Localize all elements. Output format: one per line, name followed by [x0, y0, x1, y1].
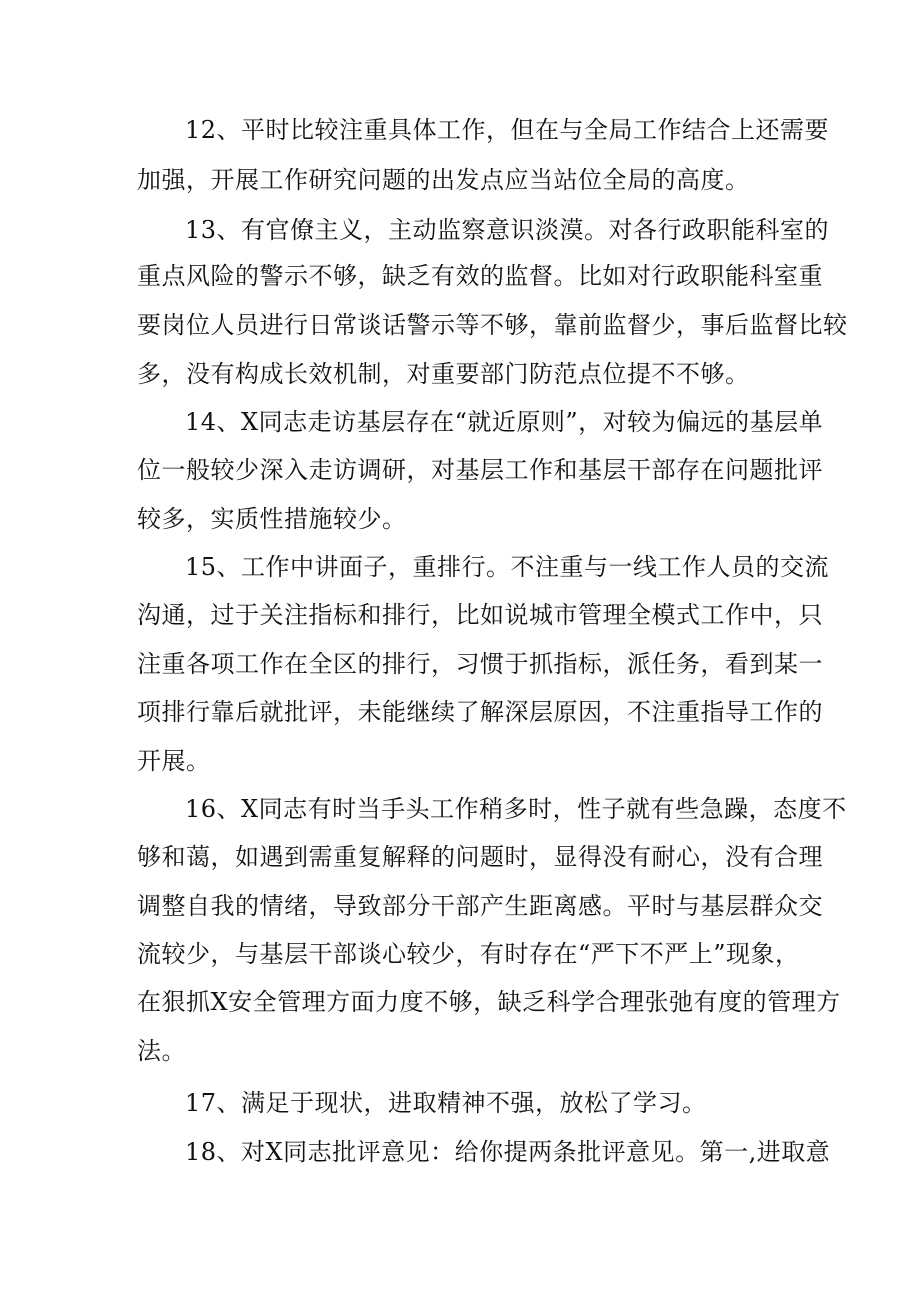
text-line: 位一般较少深入走访调研，对基层工作和基层干部存在问题批评: [137, 456, 823, 484]
text-line: 18、对X同志批评意见：给你提两条批评意见。第一,进取意: [185, 1138, 831, 1166]
text-line: 17、满足于现状，进取精神不强，放松了学习。: [185, 1089, 707, 1117]
text-line: 16、X同志有时当手头工作稍多时，性子就有些急躁，态度不: [185, 795, 847, 823]
text-line: 在狠抓X安全管理方面力度不够，缺乏科学合理张弛有度的管理方: [137, 988, 841, 1016]
text-line: 够和蔼，如遇到需重复解释的问题时，显得没有耐心，没有合理: [137, 843, 823, 871]
text-line: 法。: [137, 1037, 186, 1065]
text-line: 项排行靠后就批评，未能继续了解深层原因，不注重指导工作的: [137, 698, 823, 726]
text-line: 加强，开展工作研究问题的出发点应当站位全局的高度。: [137, 166, 750, 194]
text-line: 重点风险的警示不够，缺乏有效的监督。比如对行政职能科室重: [137, 262, 823, 290]
text-line: 13、有官僚主义，主动监察意识淡漠。对各行政职能科室的: [185, 216, 830, 244]
text-line: 调整自我的情绪，导致部分干部产生距离感。平时与基层群众交: [137, 892, 823, 920]
text-line: 沟通，过于关注指标和排行，比如说城市管理全模式工作中，只: [137, 601, 823, 629]
text-line: 流较少，与基层干部谈心较少，有时存在“严下不严上”现象，: [137, 940, 800, 968]
text-line: 较多，实质性措施较少。: [137, 505, 407, 533]
text-line: 要岗位人员进行日常谈话警示等不够，靠前监督少，事后监督比较: [137, 311, 848, 339]
text-line: 注重各项工作在全区的排行，习惯于抓指标，派任务，看到某一: [137, 650, 823, 678]
text-line: 14、X同志走访基层存在“就近原则”，对较为偏远的基层单: [185, 408, 824, 436]
text-line: 开展。: [137, 747, 211, 775]
text-line: 多，没有构成长效机制，对重要部门防范点位提不不够。: [137, 360, 750, 388]
text-line: 12、平时比较注重具体工作，但在与全局工作结合上还需要: [185, 116, 830, 144]
text-line: 15、工作中讲面子，重排行。不注重与一线工作人员的交流: [185, 553, 830, 581]
